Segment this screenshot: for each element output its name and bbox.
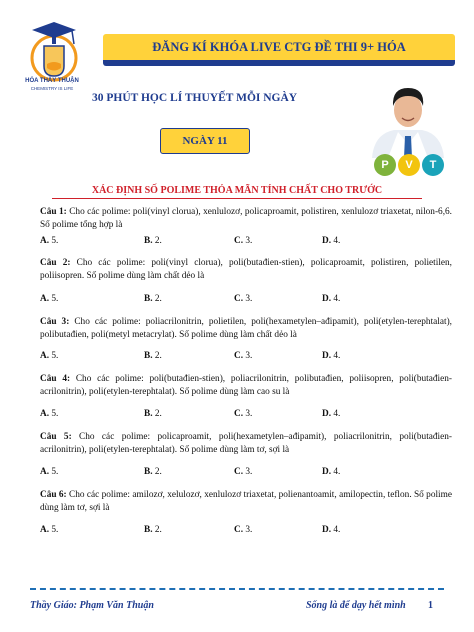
question-3 (40, 316, 452, 342)
question-4 (40, 373, 452, 399)
option-c: C. 3. (234, 351, 253, 361)
footer-teacher: Thầy Giáo: Phạm Văn Thuận (30, 600, 154, 611)
question-2-options (40, 294, 452, 307)
question-2 (40, 257, 452, 283)
question-3-options (40, 351, 452, 364)
option-b: B. 2. (144, 409, 162, 419)
question-text: Cho các polime: poli(vinyl clorua), poli(butađien-stien), policaproamit, polistiren, polietilen, poliisopren. Số polime dùng làm chất dẻo là (40, 258, 453, 281)
option-c: C. 3. (234, 409, 253, 419)
day-label: NGÀY 11 (160, 128, 250, 154)
option-a: A. 5. (40, 236, 59, 246)
badge-p: P (374, 154, 396, 176)
subtitle: 30 PHÚT HỌC LÍ THUYẾT MỖI NGÀY (92, 92, 298, 104)
option-a: A. 5. (40, 525, 59, 535)
question-5 (40, 431, 452, 457)
option-b: B. 2. (144, 294, 162, 304)
question-1 (40, 206, 452, 232)
option-d: D. 4. (322, 467, 341, 477)
question-label: Câu 1: (40, 207, 67, 217)
question-text: Cho các polime: policaproamit, poli(hexametylen–ađipamit), poliacrilonitrin, poli(butađien-acrilonitrin), poli(etylen-terephtalat). Số polime dùng làm tơ, sợi là (40, 432, 453, 455)
question-text: Cho các polime: amilozơ, xelulozơ, xenlulozơ triaxetat, polienantoamit, amilopectin, teflon. Số polime dùng làm tơ, sợi là (40, 490, 452, 513)
option-d: D. 4. (322, 236, 341, 246)
option-a: A. 5. (40, 467, 59, 477)
badge-v: V (398, 154, 420, 176)
option-b: B. 2. (144, 467, 162, 477)
question-6-options (40, 525, 452, 538)
option-c: C. 3. (234, 294, 253, 304)
option-b: B. 2. (144, 351, 162, 361)
question-label: Câu 5: (40, 432, 72, 442)
option-a: A. 5. (40, 351, 59, 361)
logo-name: HÓA THẦY THUẬN (25, 78, 79, 84)
question-label: Câu 6: (40, 490, 67, 500)
footer-rule (30, 588, 444, 590)
banner-text: ĐĂNG KÍ KHÓA LIVE CTG ĐỀ THI 9+ HÓA (152, 40, 406, 54)
logo-icon (14, 16, 88, 86)
option-c: C. 3. (234, 236, 253, 246)
option-b: B. 2. (144, 236, 162, 246)
promo-banner (103, 34, 455, 64)
logo-tagline: CHEMISTRY IS LIFE (30, 86, 74, 91)
question-text: Cho các polime: poliacrilonitrin, polietilen, poli(hexametylen–ađipamit), poli(etylen-terephtalat), polibutađien, poli(metyl metacrylat). Số polime dùng làm chất dẻo là (40, 317, 452, 340)
option-c: C. 3. (234, 467, 253, 477)
option-d: D. 4. (322, 525, 341, 535)
question-label: Câu 4: (40, 374, 71, 384)
option-d: D. 4. (322, 351, 341, 361)
question-4-options (40, 409, 452, 422)
option-b: B. 2. (144, 525, 162, 535)
section-title: XÁC ĐỊNH SỐ POLIME THỎA MÃN TÍNH CHẤT CHO TRƯỚC (91, 185, 383, 196)
footer-slogan: Sống là để dạy hết mình (306, 600, 406, 611)
question-6 (40, 489, 452, 515)
question-text: Cho các polime: poli(vinyl clorua), xenlulozơ, policaproamit, polistiren, xenlulozơ triaxetat, nilon-6,6. Số polime tổng hợp là (40, 207, 452, 230)
option-d: D. 4. (322, 294, 341, 304)
question-1-options (40, 236, 452, 249)
option-a: A. 5. (40, 409, 59, 419)
option-d: D. 4. (322, 409, 341, 419)
question-label: Câu 2: (40, 258, 71, 268)
section-rule (52, 198, 422, 199)
option-c: C. 3. (234, 525, 253, 535)
badge-t: T (422, 154, 444, 176)
option-a: A. 5. (40, 294, 59, 304)
question-text: Cho các polime: poli(butađien-stien), poliacrilonitrin, polibutađien, poliisopren, poli(butađien-acrilonitrin), poli(etylen-terephtalat). Số polime dùng làm cao su là (40, 374, 452, 397)
page-number: 1 (428, 600, 433, 611)
question-5-options (40, 467, 452, 480)
teacher-photo (368, 78, 448, 158)
question-label: Câu 3: (40, 317, 70, 327)
